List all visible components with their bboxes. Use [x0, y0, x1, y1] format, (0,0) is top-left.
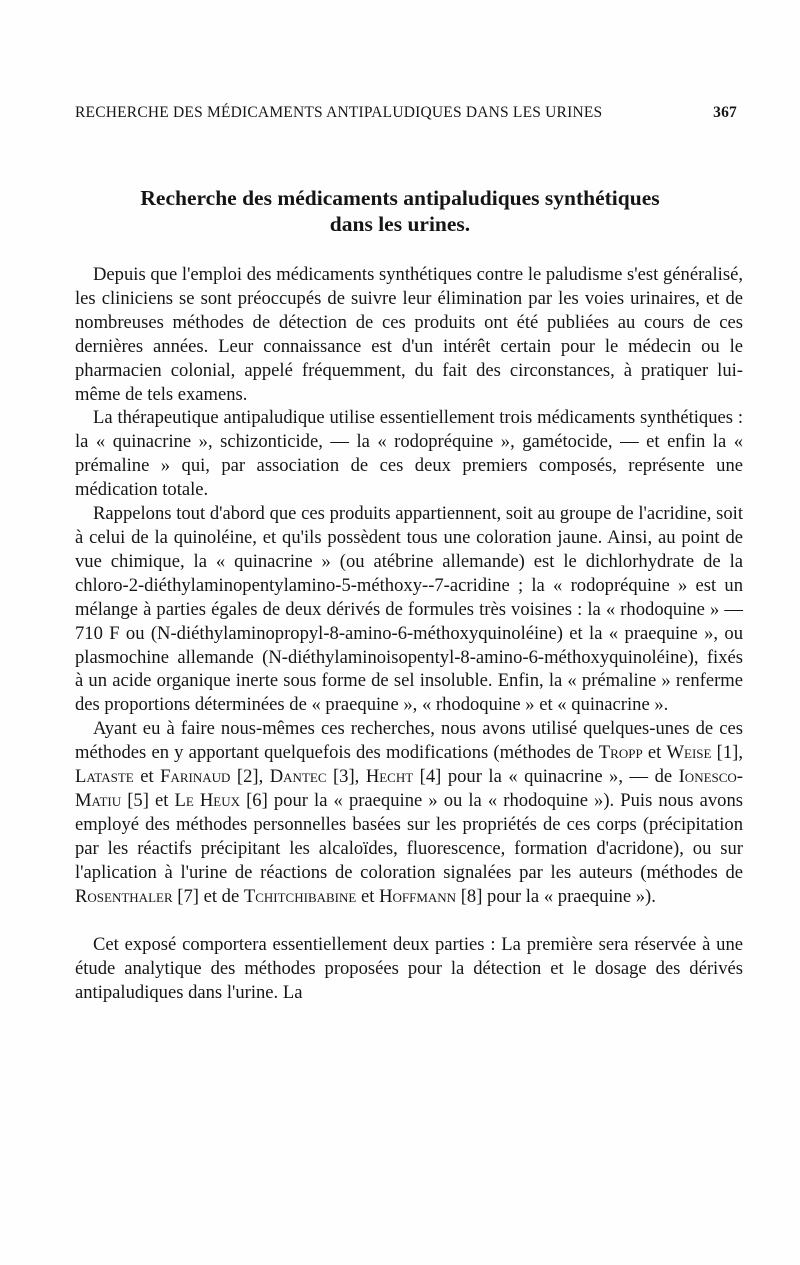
title-line-2: dans les urines.	[329, 212, 471, 236]
paragraph-3: Rappelons tout d'abord que ces produits appartiennent, soit au groupe de l'acridine, soit à celui de la quinoléine, et qu'ils possèdent tous une coloration jaune. Ainsi, au point de vue chimique, la « quinacrine » (ou atébrine allemande) est le dichlorhydrate de la chloro-2-diéthylaminopentylamino-5-méthoxy--7-acridine ; la « rodopréquine » est un mélange à parties égales de deux dérivés de formules très voisines : la « rhodoquine » — 710 F ou (N-diéthylaminopropyl-8-amino-6-méthoxyquinoléine) et la « praequine », ou plasmochine allemande (N-diéthylaminoisopentyl-8-amino-6-méthoxyquinoléine), fixés à un acide organique inerte sous forme de sel insoluble. Enfin, la « prémaline » renferme des proportions déterminées de « praequine », « rhodoquine » et « quinacrine ».	[75, 503, 743, 716]
text-run: [1],	[711, 742, 743, 764]
author-name: Hoffmann	[379, 885, 457, 907]
author-name: Tchitchibabine	[243, 885, 357, 907]
text-run: [7] et de	[172, 885, 244, 907]
author-name: Ionesco-Matiu	[75, 766, 743, 811]
paragraph-4	[75, 717, 743, 908]
article-title	[60, 185, 740, 237]
author-name: Farinaud	[160, 766, 231, 788]
author-name: Hecht	[365, 766, 414, 788]
author-name: Le Heux	[174, 789, 241, 811]
author-name: Tropp	[598, 742, 643, 764]
author-name: Rosenthaler	[75, 885, 173, 907]
text-run: [3],	[326, 766, 366, 788]
text-run: [8] pour la « praequine »).	[456, 885, 656, 907]
paragraph-1: Depuis que l'emploi des médicaments synthétiques contre le paludisme s'est généralisé, les cliniciens se sont préoccupés de suivre leur élimination par les voies urinaires, et de nombreuses méthodes de détection de ces produits ont été publiées au cours de ces dernières années. Leur connaissance est d'un intérêt certain pour le médecin ou le pharmacien colonial, appelé fréquemment, du fait des circonstances, à pratiquer lui-même de tels examens.	[75, 264, 743, 405]
running-head	[75, 104, 737, 122]
article-body	[75, 263, 743, 1005]
text-run: [2],	[230, 766, 270, 788]
author-name: Dantec	[269, 766, 327, 788]
author-name: Lataste	[75, 766, 134, 788]
paragraph-2: La thérapeutique antipaludique utilise essentiellement trois médicaments synthétiques : la « quinacrine », schizonticide, — la « rodopréquine », gamétocide, — et enfin la « prémaline » qui, par association de ces deux premiers composés, représente une médication totale.	[75, 407, 743, 501]
page-number: 367	[713, 104, 737, 121]
text-run: et	[133, 766, 161, 788]
paragraph-5: Cet exposé comportera essentiellement deux parties : La première sera réservée à une étude analytique des méthodes proposées pour la détection et le dosage des dérivés antipaludiques dans l'urine. La	[75, 934, 743, 1004]
text-run: et	[642, 742, 667, 764]
author-name: Weise	[666, 742, 712, 764]
text-run: [6] pour la « praequine » ou la « rhodoquine »). Puis nous avons employé des méthodes personnelles basées sur les propriétés de ces corps (précipitation par les réactifs précipitant les alcaloïdes, fluorescence, formation d'acridone), ou sur l'aplication à l'urine de réactions de coloration signalées par les auteurs (méthodes de	[75, 789, 743, 883]
text-run: [4] pour la « quinacrine », — de	[413, 766, 679, 788]
running-title: RECHERCHE DES MÉDICAMENTS ANTIPALUDIQUES DANS LES URINES	[75, 104, 603, 121]
title-line-1: Recherche des médicaments antipaludiques synthétiques	[140, 186, 660, 210]
text-run: Ayant eu à faire nous-mêmes ces recherches, nous avons utilisé quelques-unes de ces méthodes en y apportant quelquefois des modifications (méthodes de	[75, 718, 743, 764]
text-run: [5] et	[121, 789, 175, 811]
text-run: et	[356, 885, 380, 907]
